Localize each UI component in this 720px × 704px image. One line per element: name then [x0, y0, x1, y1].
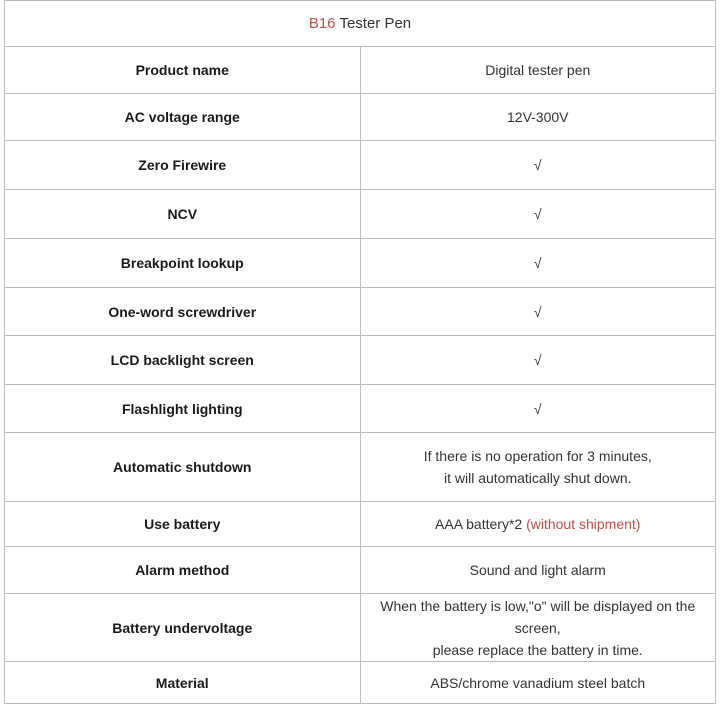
- row-label: One-word screwdriver: [5, 288, 361, 336]
- battery-type: AAA battery*2: [435, 516, 523, 532]
- table-row: [5, 433, 716, 502]
- check-mark-icon: √: [360, 336, 716, 385]
- check-mark-icon: √: [360, 239, 716, 288]
- row-value: Sound and light alarm: [360, 547, 716, 594]
- shipment-note: (without shipment): [526, 516, 641, 532]
- table-row: [5, 141, 716, 190]
- table-row: [5, 94, 716, 141]
- row-label: NCV: [5, 190, 361, 239]
- row-label: AC voltage range: [5, 94, 361, 141]
- table-row: [5, 190, 716, 239]
- table-row: [5, 239, 716, 288]
- row-label: Material: [5, 662, 361, 704]
- row-label: LCD backlight screen: [5, 336, 361, 385]
- table-row: [5, 594, 716, 662]
- table-row: [5, 47, 716, 94]
- row-value: ABS/chrome vanadium steel batch: [360, 662, 716, 704]
- spec-table: [4, 0, 716, 704]
- model-number: B16: [308, 14, 336, 32]
- check-mark-icon: √: [360, 288, 716, 336]
- row-value: [360, 433, 716, 502]
- row-label: Alarm method: [5, 547, 361, 594]
- row-label: Flashlight lighting: [5, 385, 361, 433]
- row-label: Product name: [5, 47, 361, 94]
- row-label: Automatic shutdown: [5, 433, 361, 502]
- row-value: [360, 594, 716, 662]
- row-value: 12V-300V: [360, 94, 716, 141]
- row-value-line: If there is no operation for 3 minutes,: [423, 448, 652, 464]
- row-value: Digital tester pen: [360, 47, 716, 94]
- table-row: [5, 336, 716, 385]
- check-mark-icon: √: [360, 190, 716, 239]
- table-row: [5, 547, 716, 594]
- row-value: [360, 502, 716, 547]
- row-value-line: When the battery is low,"o" will be displayed on the screen,: [380, 597, 696, 636]
- row-label: Battery undervoltage: [5, 594, 361, 662]
- row-label: Breakpoint lookup: [5, 239, 361, 288]
- table-title: [5, 1, 716, 47]
- check-mark-icon: √: [360, 385, 716, 433]
- row-value-line: it will automatically shut down.: [443, 470, 632, 486]
- check-mark-icon: √: [360, 141, 716, 190]
- table-row: [5, 288, 716, 336]
- row-label: Use battery: [5, 502, 361, 547]
- product-title: Tester Pen: [339, 14, 412, 32]
- row-value-line: please replace the battery in time.: [432, 641, 643, 658]
- table-row: [5, 662, 716, 704]
- row-label: Zero Firewire: [5, 141, 361, 190]
- table-row: [5, 385, 716, 433]
- table-row: [5, 502, 716, 547]
- title-row: [5, 1, 716, 47]
